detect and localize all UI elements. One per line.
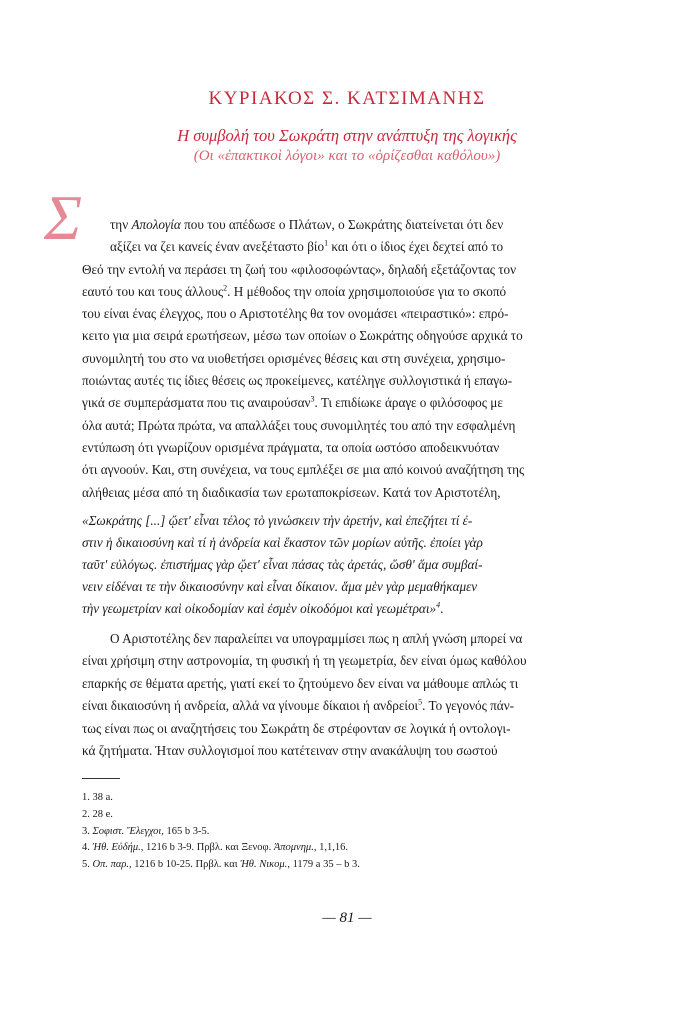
quote-line: «Σωκράτης [...] ᾤετ' εἶναι τέλος τὸ γινώσκειν τὴν ἀρετήν, καὶ ἐπεζήτει τί ἐ- [82, 513, 473, 528]
quote-line: ταῦτ' εὐλόγως. ἐπιστήμας γὰρ ᾤετ' εἶναι πάσας τὰς ἀρετάς, ὥσθ' ἅμα συμβαί- [82, 557, 483, 572]
text-line: εαυτό του και τους άλλους$^2$. Η μέθοδος την οποία χρησιμοποιούσε για το σκοπό [82, 283, 507, 299]
paragraph-2 [82, 628, 614, 762]
text-line: γικά σε συμπεράσματα που τις αναιρούσαν$^3$. Τι επιδίωκε άραγε ο φιλόσοφος με [82, 394, 503, 411]
text-line: αλήθειας μέσα από τη διαδικασία των ερωταποκρίσεων. Κατά τον Αριστοτέλη, [82, 484, 501, 500]
footnote-5: 5. Οπ. παρ., 1216 b 10-25. Πρβλ. και Ἠθ. Νικομ., 1179 a 35 – b 3. [82, 859, 360, 871]
footnote-ref: 4 [436, 600, 441, 610]
footnote-divider [82, 778, 120, 779]
footnote-ref: 1 [324, 238, 329, 248]
quote-line: νειν εἰδέναι τε τὴν δικαιοσύνην καὶ εἶναι δίκαιον. ἅμα μὲν γὰρ μεμαθήκαμεν [82, 579, 478, 594]
text-line: του είναι ένας έλεγχος, που ο Αριστοτέλης θα τον ονομάσει «πειραστικό»: επρό- [82, 306, 509, 322]
footnote-ref: 2 [223, 283, 228, 293]
author-name: ΚΥΡΙΑΚΟΣ Σ. ΚΑΤΣΙΜΑΝΗΣ [208, 88, 486, 109]
drop-cap: Σ [44, 182, 83, 253]
text-line: ότι αγνοούν. Και, στη συνέχεια, να τους εμπλέξει σε μια από κοινού αναζήτηση της [82, 462, 525, 478]
text-line: τως είναι πως οι αναζητήσεις του Σωκράτη δε στρέφονταν σε λογικά ή οντολογι- [82, 720, 511, 736]
text-line: είναι δικαιοσύνη ή ανδρεία, αλλά να γίνουμε δίκαιοι ή ανδρείοι$^5$. Το γεγονός πάν- [82, 697, 515, 714]
text-line: επαρκής σε θέματα αρετής, γιατί εκεί το ζητούμενο δεν είναι να μάθουμε απλώς τι [82, 675, 519, 691]
footnote-ref: 3 [310, 394, 315, 404]
text-line: ποιώντας αυτές τις ίδιες θέσεις ως προκείμενες, κατέληγε συλλογιστικά ή επαγω- [82, 373, 513, 389]
quote-line: στιν ἡ δικαιοσύνη καὶ τί ἡ ἀνδρεία καὶ ἕκαστον τῶν μορίων αὐτῆς. ἐποίει γὰρ [82, 535, 483, 550]
article-title: Η συμβολή του Σωκράτη στην ανάπτυξη της λογικής [177, 126, 517, 145]
text-line: συνομιλητή του στο να υιοθετήσει ορισμένες θέσεις και στη συνέχεια, χρησιμο- [82, 350, 506, 366]
page-number: — 81 — [322, 910, 372, 926]
footnotes [82, 790, 614, 874]
text-line: Ο Αριστοτέλης δεν παραλείπει να υπογραμμίσει πως η απλή γνώση μπορεί να [110, 631, 523, 646]
footnote-ref: 5 [418, 697, 423, 707]
text-line: αξίζει να ζει κανείς έναν ανεξέταστο βίο$^1$ και ότι ο ίδιος έχει δεχτεί από το [110, 238, 504, 255]
quote-line: τὴν γεωμετρίαν καὶ οἰκοδομίαν καὶ ἐσμὲν οἰκοδόμοι καὶ γεωμέτραι»$^4$. [82, 600, 444, 616]
text-line: την Απολογία που του απέδωσε ο Πλάτων, ο Σωκράτης διατείνεται ότι δεν [110, 217, 504, 232]
text-line: κειτο για μια σειρά ερωτήσεων, μέσω των οποίων ο Σωκράτης οδηγούσε αρχικά το [82, 328, 523, 344]
footnote-1: 1. 38 a. [82, 792, 113, 803]
block-quote [82, 510, 614, 620]
footnote-2: 2. 28 e. [82, 808, 113, 820]
text-line: Θεό την εντολή να περάσει τη ζωή του «φιλοσοφώντας», δηλαδή εξετάζοντας τον [82, 261, 517, 277]
paragraph-1 [82, 214, 614, 504]
footnote-4: 4. Ἠθ. Εὐδήμ., 1216 b 3-9. Πρβλ. και Ξενοφ. Ἀπομνημ., 1,1,16. [82, 842, 348, 854]
text-line: όλα αυτά; Πρώτα πρώτα, να απαλλάξει τους συνομιλητές του από την εσφαλμένη [82, 417, 516, 433]
text-line: κά ζητήματα. Ήταν συλλογισμοί που κατέτειναν στην ανακάλυψη του σωστού [82, 743, 498, 759]
article-subtitle: (Οι «ἐπακτικοὶ λόγοι» και το «ὁρίζεσθαι καθόλου») [193, 148, 501, 164]
text-line: είναι χρήσιμη στην αστρονομία, τη φυσική ή τη γεωμετρία, δεν είναι όμως καθόλου [82, 653, 527, 669]
text-line: εντύπωση ότι γνωρίζουν ορισμένα πράγματα, τα οποία ωστόσο αποδεικνυόταν [82, 439, 500, 455]
footnote-3: 3. Σοφιστ. Ἔλεγχοι, 165 b 3-5. [82, 825, 210, 837]
